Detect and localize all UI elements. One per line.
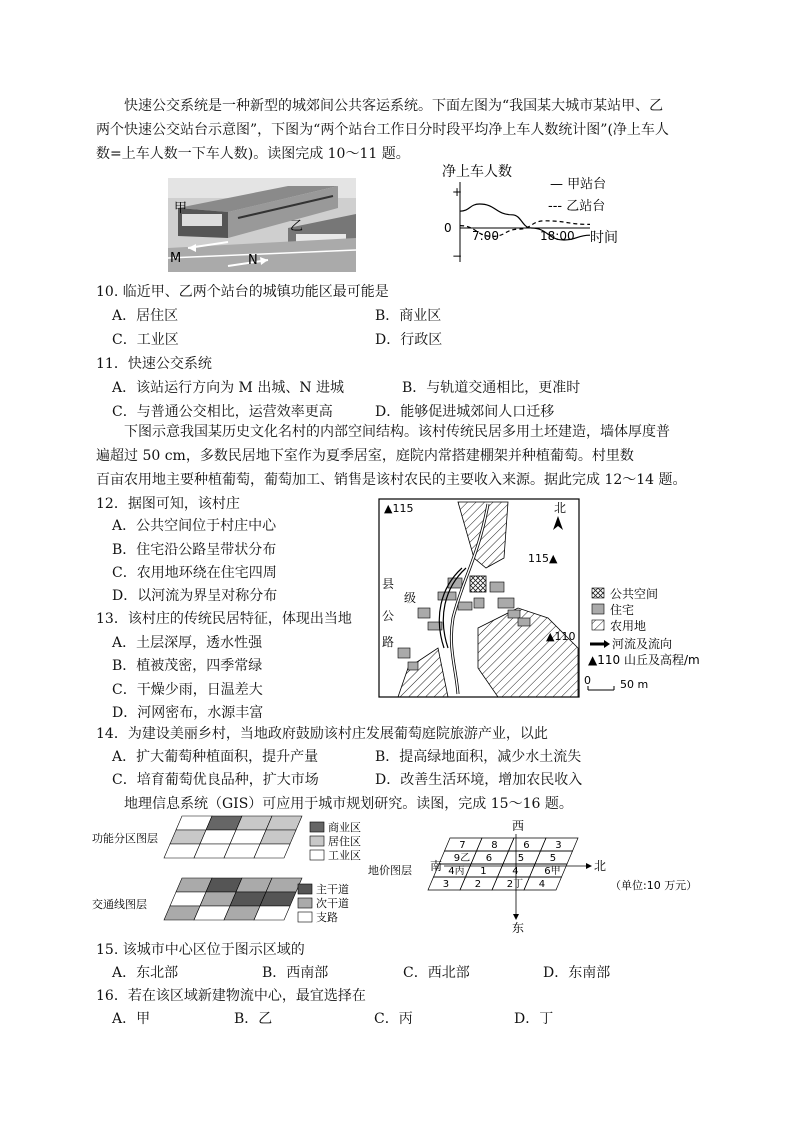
question-10-stem: 10. 临近甲、乙两个站台的城镇功能区最可能是 xyxy=(96,284,389,300)
q16-option-c[interactable]: C．丙 xyxy=(374,1011,413,1027)
q13-option-b[interactable]: B．植被茂密，四季常绿 xyxy=(112,658,263,674)
q15-option-b[interactable]: B．西南部 xyxy=(262,965,329,981)
land-price-figure xyxy=(368,818,708,936)
layer2-label: 交通线图层 xyxy=(92,898,147,911)
village-map xyxy=(378,498,704,698)
question-12-stem: 12．据图可知，该村庄 xyxy=(96,496,240,512)
x-tick-0700: 7:00 xyxy=(472,229,499,243)
price-unit: （单位:10 万元） xyxy=(610,879,698,892)
legend-yi: --- 乙站台 xyxy=(548,199,606,214)
q15-option-a[interactable]: A．东北部 xyxy=(112,965,179,981)
function-zone-cell xyxy=(254,844,290,858)
scale-zero: 0 xyxy=(584,674,591,687)
dir-east: 东 xyxy=(512,921,525,935)
elev-115-a: ▲115 xyxy=(384,502,414,515)
legend-hill: ▲110 山丘及高程/m xyxy=(588,653,700,667)
traffic-line-cell xyxy=(254,906,290,920)
q14-option-a[interactable]: A．扩大葡萄种植面积，提升产量 xyxy=(112,749,319,765)
q16-option-b[interactable]: B．乙 xyxy=(234,1011,273,1027)
price-grid-value: 4 xyxy=(538,879,546,890)
q12-option-b[interactable]: B．住宅沿公路呈带状分布 xyxy=(112,542,277,558)
dir-west: 西 xyxy=(512,819,525,833)
road-char-1: 县 xyxy=(382,577,395,591)
q16-option-a[interactable]: A．甲 xyxy=(112,1011,151,1027)
y-label-zero: 0 xyxy=(444,221,452,235)
bus-station-photo xyxy=(168,178,356,272)
net-boarding-chart xyxy=(440,160,640,270)
q13-option-a[interactable]: A．土层深厚，透水性强 xyxy=(112,635,263,651)
q12-option-a[interactable]: A．公共空间位于村庄中心 xyxy=(112,518,277,534)
q11-option-d[interactable]: D．能够促进城郊间人口迁移 xyxy=(375,404,555,420)
legend-jia: — 甲站台 xyxy=(550,177,607,192)
chart-title: 净上车人数 xyxy=(442,164,512,180)
y-label-minus: − xyxy=(452,249,463,263)
q15-option-c[interactable]: C．西北部 xyxy=(403,965,470,981)
layer2-legend-main: 主干道 xyxy=(316,883,349,896)
price-grid-value: 5 xyxy=(517,853,525,864)
question-15-stem: 15. 该城市中心区位于图示区域的 xyxy=(96,942,305,958)
q12-option-c[interactable]: C．农用地环绕在住宅四周 xyxy=(112,565,277,581)
intro1-line2: 两个快速公交站台示意图”，下图为“两个站台工作日分时段平均净上车人数统计图”(净上车人 xyxy=(96,122,669,138)
price-grid-value: 5 xyxy=(549,853,557,864)
photo-label-m: M xyxy=(170,251,182,266)
scale-50m: 50 m xyxy=(620,678,649,691)
intro1-line1: 快速公交系统是一种新型的城郊间公共客运系统。下面左图为“我国某大城市某站甲、乙 xyxy=(124,98,664,114)
layer1-legend-residential: 居住区 xyxy=(328,835,361,848)
traffic-line-cell xyxy=(260,892,296,906)
function-zone-cell xyxy=(260,830,296,844)
q13-option-d[interactable]: D．河网密布，水源丰富 xyxy=(112,705,264,721)
road-char-3: 公 xyxy=(382,609,395,623)
price-grid-value: 3 xyxy=(555,840,562,851)
elev-110: ▲110 xyxy=(546,630,576,643)
q14-option-c[interactable]: C．培育葡萄优良品种，扩大市场 xyxy=(112,772,319,788)
road-char-2: 级 xyxy=(404,591,417,605)
question-13-stem: 13．该村庄的传统民居特征，体现出当地 xyxy=(96,611,352,627)
legend-residential: 住宅 xyxy=(610,603,635,617)
q13-option-c[interactable]: C．干燥少雨，日温差大 xyxy=(112,682,263,698)
price-grid-value: 6 xyxy=(485,853,493,864)
x-tick-1800: 18:00 xyxy=(540,229,575,243)
y-label-plus: + xyxy=(452,185,463,199)
traffic-line-cell xyxy=(266,878,302,892)
q10-option-d[interactable]: D．行政区 xyxy=(375,332,443,348)
layer2-legend-secondary: 次干道 xyxy=(316,897,349,910)
intro-passage-1 xyxy=(96,94,706,166)
price-grid-value: 9乙 xyxy=(453,853,471,864)
q11-option-a[interactable]: A．该站运行方向为 M 出城、N 进城 xyxy=(112,380,345,396)
q11-option-b[interactable]: B．与轨道交通相比，更准时 xyxy=(402,380,581,396)
q10-option-a[interactable]: A．居住区 xyxy=(112,308,179,324)
question-16-stem: 16．若在该区域新建物流中心，最宜选择在 xyxy=(96,988,366,1004)
elev-115-b: 115▲ xyxy=(528,552,558,565)
intro2-line2: 遍超过 50 cm，多数民居地下室作为夏季居室，庭院内常搭建棚架并种植葡萄。村里数 xyxy=(96,448,634,464)
photo-label-n: N xyxy=(248,253,258,268)
function-zone-cell xyxy=(266,816,302,830)
x-axis-label: 时间 xyxy=(590,230,618,246)
price-grid-value: 2 xyxy=(474,879,482,890)
price-grid-value: 7 xyxy=(459,840,466,851)
q12-option-d[interactable]: D．以河流为界呈对称分布 xyxy=(112,588,278,604)
price-grid-value: 8 xyxy=(491,840,498,851)
legend-river: 河流及流向 xyxy=(612,637,673,651)
photo-label-yi: 乙 xyxy=(290,219,304,234)
layer1-legend-industrial: 工业区 xyxy=(328,849,361,862)
legend-farmland: 农用地 xyxy=(610,619,647,633)
intro2-line3: 百亩农用地主要种植葡萄，葡萄加工、销售是该村农民的主要收入来源。据此完成 12～14 题。 xyxy=(96,472,687,488)
intro1-line3: 数=上车人数一下车人数)。读图完成 10～11 题。 xyxy=(96,146,410,162)
road-char-4: 路 xyxy=(382,635,395,649)
layer1-legend-commercial: 商业区 xyxy=(328,821,361,834)
q10-option-b[interactable]: B．商业区 xyxy=(375,308,442,324)
q16-option-d[interactable]: D．丁 xyxy=(514,1011,554,1027)
question-14-stem: 14．为建设美丽乡村，当地政府鼓励该村庄发展葡萄庭院旅游产业，以此 xyxy=(96,726,548,742)
price-grid-value: 1 xyxy=(480,866,487,877)
price-grid-value: 2丁 xyxy=(506,879,524,890)
north-label: 北 xyxy=(554,501,567,515)
intro-passage-2 xyxy=(96,420,706,492)
question-11-stem: 11．快速公交系统 xyxy=(96,356,212,372)
layer2-legend-branch: 支路 xyxy=(316,911,338,924)
intro3-line1: 地理信息系统（GIS）可应用于城市规划研究。读图，完成 15～16 题。 xyxy=(124,796,573,812)
gis-layers-figure xyxy=(92,812,392,932)
price-grid-value: 4丙 xyxy=(448,866,465,877)
q10-option-c[interactable]: C．工业区 xyxy=(112,332,179,348)
layer1-label: 功能分区图层 xyxy=(92,832,158,845)
dir-north: 北 xyxy=(594,859,607,873)
price-grid-value: 3 xyxy=(442,879,450,890)
price-grid-value: 6甲 xyxy=(544,866,561,877)
photo-label-jia: 甲 xyxy=(174,201,188,216)
dir-south: 南 xyxy=(430,859,443,873)
price-grid-value: 6 xyxy=(523,840,530,851)
price-grid-value: 4 xyxy=(512,866,519,877)
price-layer-label: 地价图层 xyxy=(368,864,412,877)
q14-option-d[interactable]: D．改善生活环境，增加农民收入 xyxy=(375,772,583,788)
q14-option-b[interactable]: B．提高绿地面积，减少水土流失 xyxy=(375,749,582,765)
legend-public-space: 公共空间 xyxy=(610,587,659,601)
q11-option-c[interactable]: C．与普通公交相比，运营效率更高 xyxy=(112,404,333,420)
intro2-line1: 下图示意我国某历史文化名村的内部空间结构。该村传统民居多用土坯建造，墙体厚度普 xyxy=(124,424,670,440)
q15-option-d[interactable]: D．东南部 xyxy=(543,965,611,981)
